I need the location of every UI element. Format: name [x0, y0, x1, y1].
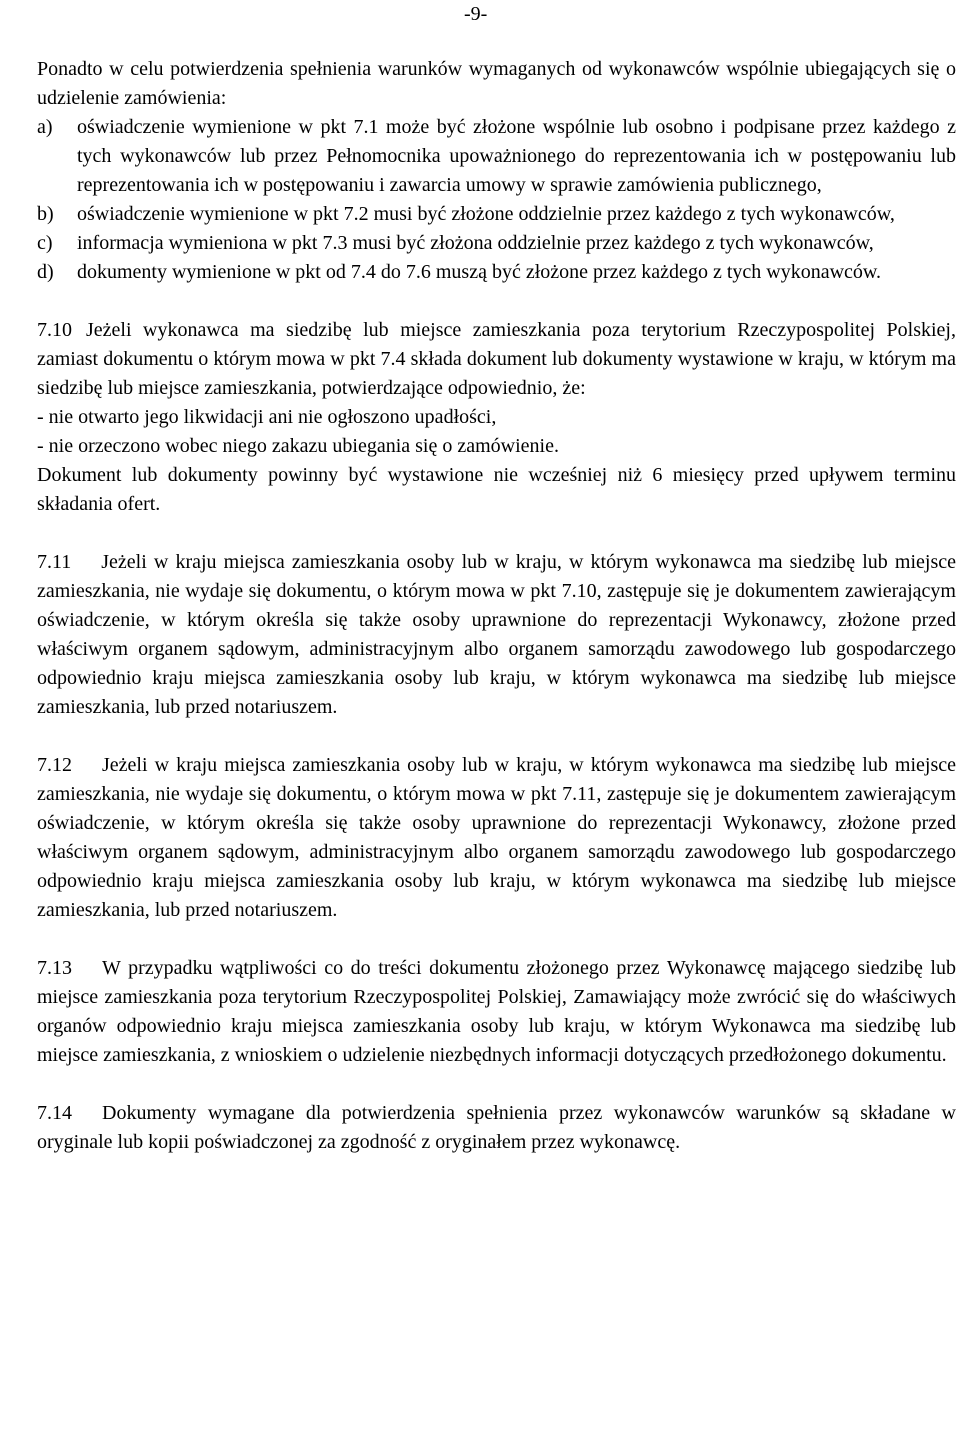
list-item-text: informacja wymieniona w pkt 7.3 musi być złożona oddzielnie przez każdego z tych wykonawców,	[77, 232, 874, 254]
document-body	[37, 55, 956, 1157]
list-marker: c)	[37, 232, 53, 254]
section-number: 7.13	[37, 957, 72, 979]
page-number: -9-	[464, 3, 488, 25]
list-marker: d)	[37, 261, 54, 283]
section-text: W przypadku wątpliwości co do treści dokumentu złożonego przez Wykonawcę mającego siedzibę lub miejsce zamieszkania poza terytorium Rzeczypospolitej Polskiej, Zamawiający może zwrócić się do właściwych organów odpowiednio kraju miejsca zamieszkania osoby lub kraju, w którym Wykonawca ma siedzibę lub miejsce zamieszkania, z wnioskiem o udzielenie niezbędnych informacji dotyczących przedłożonego dokumentu.	[37, 957, 956, 1066]
section-bullet: - nie otwarto jego likwidacji ani nie ogłoszono upadłości,	[37, 406, 497, 428]
section-7-12	[37, 751, 956, 925]
section-paragraph	[37, 954, 956, 1070]
list-item-c	[37, 229, 956, 258]
section-text: Dokumenty wymagane dla potwierdzenia spełnienia przez wykonawców warunków są składane w oryginale lub kopii poświadczonej za zgodność z oryginałem przez wykonawcę.	[37, 1102, 956, 1153]
list-marker: a)	[37, 116, 53, 138]
section-paragraph	[37, 1099, 956, 1157]
section-paragraph	[37, 316, 956, 403]
section-text: Jeżeli w kraju miejsca zamieszkania osoby lub w kraju, w którym wykonawca ma siedzibę lub miejsce zamieszkania, nie wydaje się dokumentu, o którym mowa w pkt 7.10, zastępuje się je dokumentem zawierającym oświadczenie, w którym określa się także osoby uprawnione do reprezentacji Wykonawcy, złożone przed właściwym organem sądowym, administracyjnym albo organem samorządu zawodowego lub gospodarczego odpowiednio kraju miejsca zamieszkania osoby lub kraju, w którym wykonawca ma siedzibę lub miejsce zamieszkania, lub przed notariuszem.	[37, 551, 956, 718]
list-item-a	[37, 113, 956, 200]
section-7-11	[37, 548, 956, 722]
list-item-text: dokumenty wymienione w pkt od 7.4 do 7.6 muszą być złożone przez każdego z tych wykonawców.	[77, 261, 882, 283]
section-7-10	[37, 316, 956, 519]
section-closing: Dokument lub dokumenty powinny być wystawione nie wcześniej niż 6 miesięcy przed upływem terminu składania ofert.	[37, 464, 956, 515]
list-item-d	[37, 258, 956, 287]
section-number: 7.12	[37, 754, 72, 776]
section-7-14	[37, 1099, 956, 1157]
section-paragraph	[37, 548, 956, 722]
section-text: Jeżeli w kraju miejsca zamieszkania osoby lub w kraju, w którym wykonawca ma siedzibę lub miejsce zamieszkania, nie wydaje się dokumentu, o którym mowa w pkt 7.11, zastępuje się je dokumentem zawierającym oświadczenie, w którym określa się także osoby uprawnione do reprezentacji Wykonawcy, złożone przed właściwym organem sądowym, administracyjnym albo organem samorządu zawodowego lub gospodarczego odpowiednio kraju miejsca zamieszkania osoby lub kraju, w którym wykonawca ma siedzibę lub miejsce zamieszkania, lub przed notariuszem.	[37, 754, 956, 921]
section-bullet: - nie orzeczono wobec niego zakazu ubiegania się o zamówienie.	[37, 435, 559, 457]
list-item-text: oświadczenie wymienione w pkt 7.1 może być złożone wspólnie lub osobno i podpisane przez każdego z tych wykonawców lub przez Pełnomocnika upoważnionego do reprezentowania ich w postępowaniu lub reprezentowania ich w postępowaniu i zawarcia umowy w sprawie zamówienia publicznego,	[77, 116, 956, 196]
section-number: 7.10	[37, 319, 72, 341]
section-number: 7.11	[37, 551, 72, 573]
list-item-text: oświadczenie wymienione w pkt 7.2 musi być złożone oddzielnie przez każdego z tych wykonawców,	[77, 203, 895, 225]
section-text: Jeżeli wykonawca ma siedzibę lub miejsce zamieszkania poza terytorium Rzeczypospolitej Polskiej, zamiast dokumentu o którym mowa w pkt 7.4 składa dokument lub dokumenty wystawione w kraju, w którym ma siedzibę lub miejsce zamieszkania, potwierdzające odpowiednio, że:	[37, 319, 956, 399]
section-number: 7.14	[37, 1102, 72, 1124]
list-item-b	[37, 200, 956, 229]
section-7-13	[37, 954, 956, 1070]
section-paragraph	[37, 751, 956, 925]
intro-paragraph: Ponadto w celu potwierdzenia spełnienia warunków wymaganych od wykonawców wspólnie ubiegających się o udzielenie zamówienia:	[37, 58, 956, 109]
list-marker: b)	[37, 203, 54, 225]
